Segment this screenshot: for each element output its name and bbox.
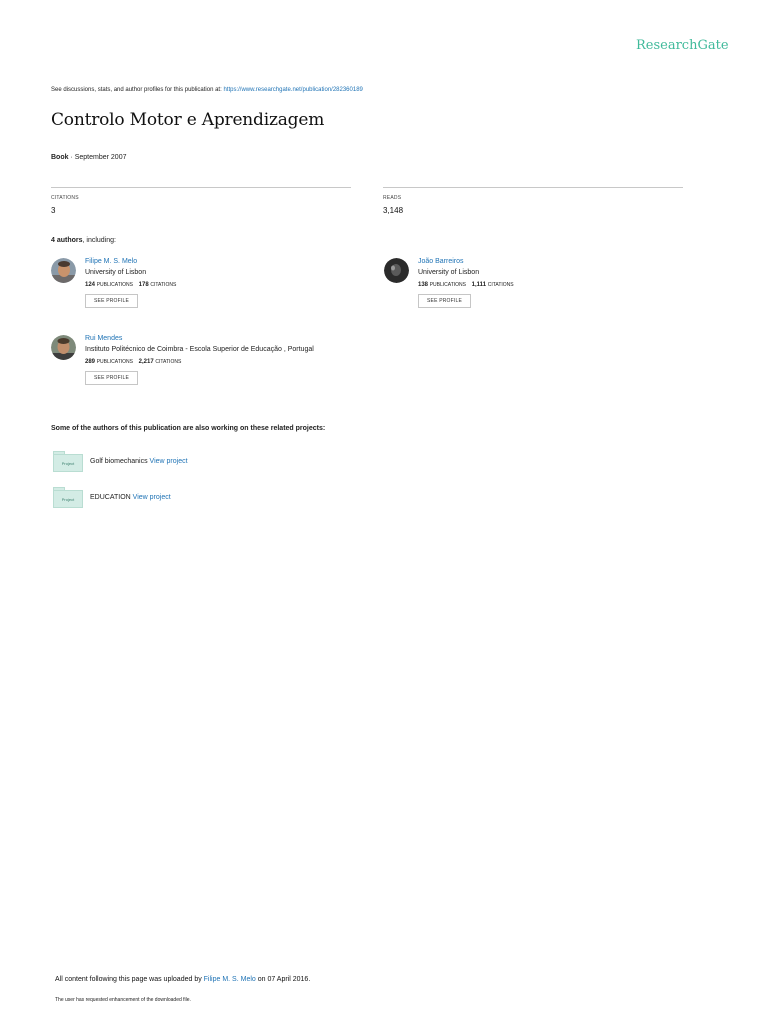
publications-count: 138	[418, 282, 429, 288]
project-item	[51, 451, 451, 473]
citations-count: 178	[138, 282, 149, 288]
author-institution[interactable]: University of Lisbon	[85, 269, 147, 276]
author-avatar[interactable]	[384, 258, 409, 283]
authors-heading	[51, 237, 116, 244]
publication-url-link[interactable]: https://www.researchgate.net/publication/282360189	[223, 87, 363, 93]
author-name-link[interactable]: Filipe M. S. Melo	[85, 258, 138, 265]
reads-label: READS	[383, 195, 402, 201]
discussion-line	[51, 87, 363, 93]
author-avatar[interactable]	[51, 258, 76, 283]
author-counts	[85, 282, 176, 288]
upload-prefix: All content following this page was uploaded by	[55, 976, 204, 983]
citations-label: CITATIONS	[150, 282, 177, 288]
upload-suffix: on 07 April 2016.	[255, 976, 311, 983]
author-avatar[interactable]	[51, 335, 76, 360]
view-project-link[interactable]: View project	[132, 494, 171, 501]
publication-type: Book	[51, 154, 69, 161]
reads-value: 3,148	[383, 206, 404, 215]
view-project-link[interactable]: View project	[149, 458, 188, 465]
publication-meta	[51, 154, 126, 161]
project-icon-label: Project	[61, 497, 75, 502]
project-folder-icon[interactable]	[53, 451, 83, 473]
citations-stat	[51, 187, 351, 215]
publication-title: Controlo Motor e Aprendizagem	[51, 110, 325, 130]
project-folder-icon[interactable]	[53, 487, 83, 509]
enhancement-note: The user has requested enhancement of the downloaded file.	[55, 997, 191, 1003]
authors-count: 4 authors	[51, 237, 83, 244]
author-name-link[interactable]: João Barreiros	[418, 258, 464, 265]
citations-label: CITATIONS	[155, 359, 182, 365]
publications-count: 124	[85, 282, 96, 288]
project-icon-label: Project	[61, 461, 75, 466]
reads-stat	[383, 187, 683, 215]
project-title	[90, 458, 188, 465]
project-name: Golf biomechanics	[90, 458, 150, 465]
see-profile-button[interactable]: SEE PROFILE	[418, 294, 471, 308]
publications-label: PUBLICATIONS	[429, 282, 466, 288]
publications-label: PUBLICATIONS	[96, 282, 133, 288]
citations-value: 3	[51, 206, 56, 215]
publications-count: 289	[85, 359, 96, 365]
author-counts	[418, 282, 514, 288]
citations-label: CITATIONS	[51, 195, 79, 201]
citations-label: CITATIONS	[487, 282, 514, 288]
uploader-link[interactable]: Filipe M. S. Melo	[203, 976, 256, 983]
discussion-text: See discussions, stats, and author profiles for this publication at:	[51, 87, 224, 93]
researchgate-logo[interactable]: ResearchGate	[636, 38, 729, 53]
publication-date: · September 2007	[68, 154, 127, 161]
publications-label: PUBLICATIONS	[96, 359, 133, 365]
see-profile-button[interactable]: SEE PROFILE	[85, 371, 138, 385]
see-profile-button[interactable]: SEE PROFILE	[85, 294, 138, 308]
author-counts	[85, 359, 314, 365]
project-item	[51, 487, 451, 509]
author-institution[interactable]: University of Lisbon	[418, 269, 480, 276]
authors-heading-suffix: , including:	[82, 237, 116, 244]
citations-count: 2,217	[138, 359, 154, 365]
upload-footer	[55, 976, 310, 983]
author-name-link[interactable]: Rui Mendes	[85, 335, 123, 342]
project-name: EDUCATION	[90, 494, 133, 501]
citations-count: 1,111	[471, 282, 487, 288]
related-projects-heading: Some of the authors of this publication are also working on these related projects:	[51, 425, 326, 432]
author-institution[interactable]: Instituto Politécnico de Coimbra - Escola Superior de Educação , Portugal	[85, 346, 314, 353]
project-title	[90, 494, 171, 501]
